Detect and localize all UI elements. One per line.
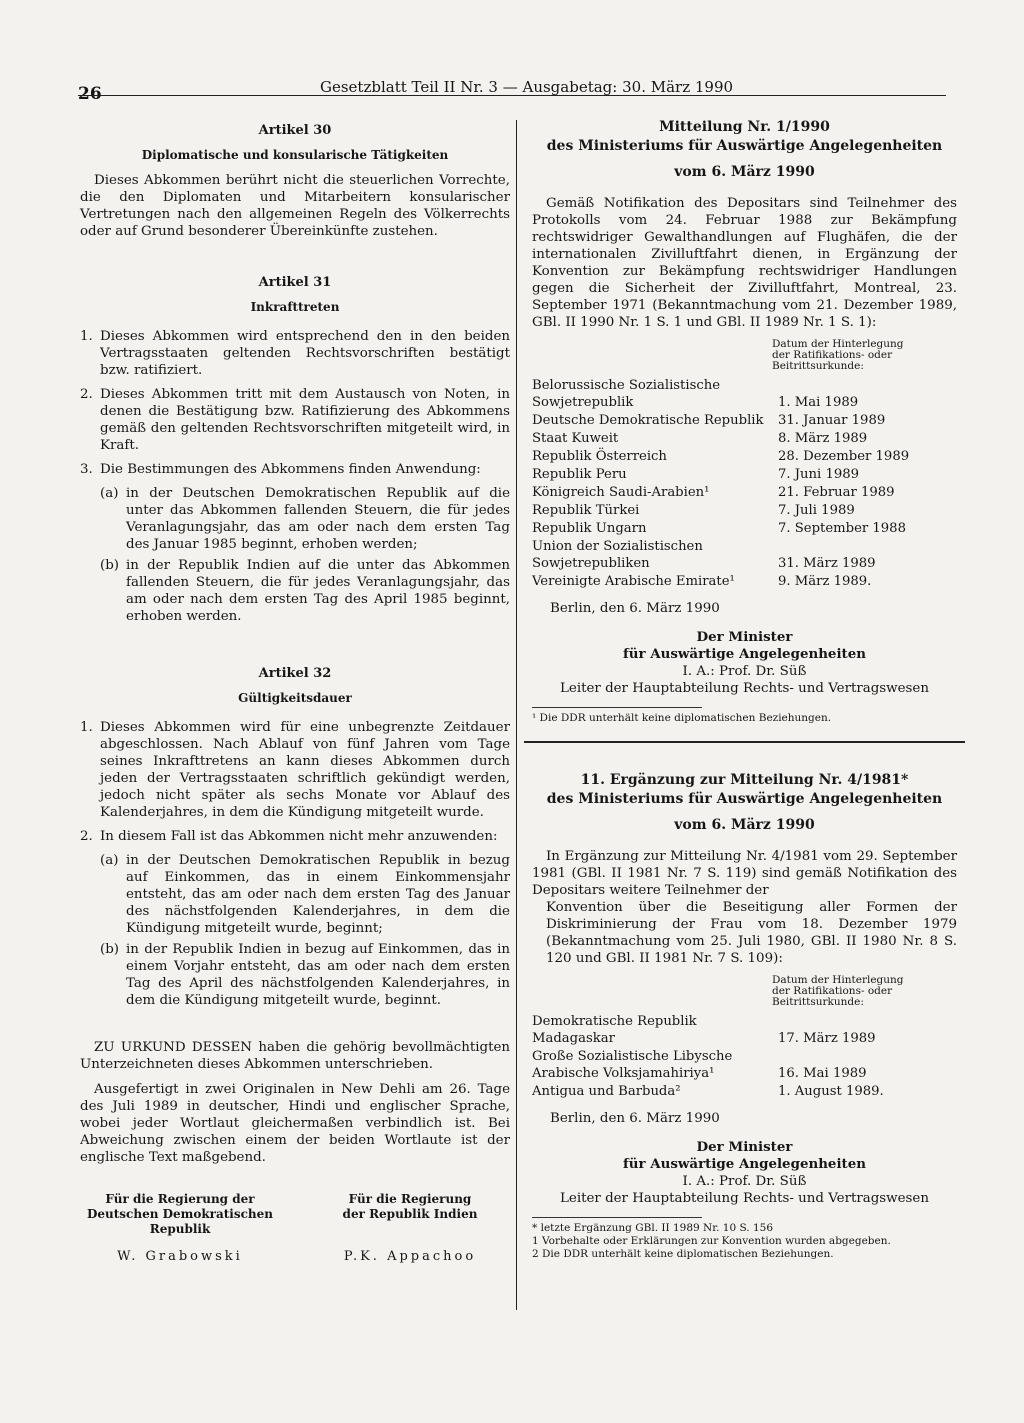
deposit-date: 8. März 1989 — [778, 430, 868, 446]
table-column-header — [772, 339, 957, 372]
article-heading: Artikel 31 — [258, 275, 332, 290]
notice-intro: Gemäß Notifikation des Depositars sind Teilnehmer des Protokolls vom 24. Februar 1988 zur Bekämpfung rechtswidriger Gewalthandlungen auf Flughäfen, die der internationalen Zivilluftfahrt dienen, in Ergänzung der Konvention zur Bekämpfung rechtswidriger Handlungen gegen die Sicherheit der Zivilluftfahrt, Montreal, 23. September 1971 (Bekanntmachung vom 21. Dezember 1989, GBl. II 1990 Nr. 1 S. 1 und GBl. II 1989 Nr. 1 S. 1): — [532, 196, 957, 330]
paragraph — [80, 719, 510, 821]
footnote-rule — [532, 707, 702, 708]
article-title: Diplomatische und konsularische Tätigkeiten — [141, 148, 449, 162]
table-row — [532, 483, 957, 501]
article-title: Inkrafttreten — [250, 300, 340, 314]
done-at-clause: Ausgefertigt in zwei Originalen in New Dehli am 26. Tage des Juli 1989 in deutscher, Hindi und englischer Sprache, wobei jeder Wortlaut gleichermaßen verbindlich ist. Bei Abweichung zwischen einem der beiden Wortlaute ist der englische Text maßgebend. — [80, 1082, 510, 1165]
signatory-line: Deutschen Demokratischen — [86, 1207, 274, 1221]
table-row — [532, 519, 957, 537]
article-text: Dieses Abkommen berührt nicht die steuerlichen Vorrechte, die den Diplomaten und Mitarbeitern konsularischer Vertretungen nach den allgemeinen Regeln des Völkerrechts oder auf Grund besonderer Übereinkünfte zustehen. — [80, 173, 510, 239]
paragraph-number: 1. — [80, 329, 93, 344]
state-name: Union der Sozialistischen Sowjetrepubliken — [532, 538, 703, 571]
state-name: Vereinigte Arabische Emirate¹ — [532, 573, 735, 589]
state-name: Deutsche Demokratische Republik — [532, 412, 764, 428]
column-header-line: der Ratifikations- oder — [772, 985, 893, 997]
minister-line: I. A.: Prof. Dr. Süß — [682, 1174, 807, 1189]
footnote: 2 Die DDR unterhält keine diplomatischen Beziehungen. — [532, 1248, 834, 1260]
mitteilung-1-1990 — [532, 118, 957, 725]
header-rule — [78, 95, 946, 96]
subparagraph-text: in der Deutschen Demokratischen Republik in bezug auf Einkommen, das in einem Einkommensjahr entsteht, das am oder nach dem ersten Tag des Januar des nächstfolgenden Kalenderjahres, in dem die Kündigung mitgeteilt wurde, beginnt; — [126, 853, 510, 936]
table-row — [532, 376, 957, 411]
place-date: Berlin, den 6. März 1990 — [550, 1111, 720, 1126]
table-row — [532, 1047, 957, 1082]
subparagraph-letter: (a) — [100, 853, 119, 868]
page-number: 26 — [78, 84, 102, 104]
left-column — [80, 118, 510, 1264]
deposit-date: 9. März 1989. — [778, 573, 872, 589]
subparagraph — [100, 485, 510, 553]
notice-subtitle: des Ministeriums für Auswärtige Angelegenheiten — [546, 791, 943, 807]
signature-gdr — [80, 1192, 280, 1264]
subparagraph — [100, 941, 510, 1009]
state-name: Republik Peru — [532, 466, 627, 482]
deposit-date: 31. Januar 1989 — [778, 412, 886, 428]
signatory-line: Republik — [149, 1222, 211, 1236]
signatory-line: Für die Regierung der — [105, 1192, 255, 1206]
paragraph-text: Dieses Abkommen wird für eine unbegrenzte Zeitdauer abgeschlossen. Nach Ablauf von fünf Jahren vom Tage seines Inkrafttretens an kann dieses Abkommen durch jeden der Vertragsstaaten schriftlich gekündigt werden, jedoch nicht später als sechs Monate vor Ablauf des Kalenderjahres, in dem die Kündigung mitgeteilt wurde. — [100, 720, 510, 820]
minister-line: Der Minister — [696, 1139, 793, 1155]
notice-intro: In Ergänzung zur Mitteilung Nr. 4/1981 vom 29. September 1981 (GBl. II 1981 Nr. 7 S. 119) sind gemäß Notifikation des Depositars weitere Teilnehmer der — [532, 849, 957, 898]
table-row — [532, 411, 957, 429]
minister-line: Leiter der Hauptabteilung Rechts- und Vertragswesen — [560, 681, 929, 696]
notice-intro-convention: Konvention über die Beseitigung aller Formen der Diskriminierung der Frau vom 18. Dezember 1979 (Bekanntmachung vom 25. Juli 1980, GBl. II 1980 Nr. 8 S. 120 und GBl. II 1981 Nr. 7 S. 109): — [546, 900, 957, 966]
subparagraph-text: in der Deutschen Demokratischen Republik auf die unter das Abkommen fallenden Steuern, die für jedes Veranlagungsjahr, das am oder nach dem ersten Tag des Januar 1985 beginnt, erhoben werden; — [126, 486, 510, 552]
subparagraph-letter: (a) — [100, 486, 119, 501]
minister-line: für Auswärtige Angelegenheiten — [623, 646, 866, 662]
article-31 — [80, 274, 510, 625]
deposit-date: 7. Juli 1989 — [778, 502, 855, 518]
table-row — [532, 1012, 957, 1047]
state-name: Demokratische Republik Madagaskar — [532, 1013, 697, 1046]
state-name: Belorussische Sozialistische Sowjetrepublik — [532, 377, 721, 410]
subparagraph-letter: (b) — [100, 558, 120, 573]
paragraph — [80, 461, 510, 478]
state-name: Republik Ungarn — [532, 520, 647, 536]
subparagraph-letter: (b) — [100, 942, 120, 957]
minister-line: Der Minister — [696, 629, 793, 645]
table-column-header — [772, 975, 957, 1008]
paragraph-number: 3. — [80, 462, 93, 477]
footnote-rule — [532, 1217, 702, 1218]
state-name: Königreich Saudi-Arabien¹ — [532, 484, 710, 500]
column-divider — [516, 120, 517, 1310]
paragraph-text: Dieses Abkommen wird entsprechend den in den beiden Vertragsstaaten geltenden Rechtsvorschriften bestätigt bzw. ratifiziert. — [100, 329, 510, 378]
participants-table — [532, 1012, 957, 1100]
witness-clause: ZU URKUND DESSEN haben die gehörig bevollmächtigten Unterzeichneten dieses Abkommen unterschrieben. — [80, 1040, 510, 1072]
paragraph-text: Dieses Abkommen tritt mit dem Austausch von Noten, in denen die Bestätigung bzw. Ratifizierung des Abkommens gemäß den geltenden Rechtsvorschriften mitgeteilt wird, in Kraft. — [100, 387, 510, 453]
paragraph-number: 2. — [80, 829, 93, 844]
column-header-line: Datum der Hinterlegung — [772, 338, 904, 350]
deposit-date: 17. März 1989 — [778, 1030, 876, 1046]
state-name: Republik Türkei — [532, 502, 640, 518]
column-header-line: Beitrittsurkunde: — [772, 360, 864, 372]
signature-india — [310, 1192, 510, 1264]
table-row — [532, 447, 957, 465]
footnote: 1 Vorbehalte oder Erklärungen zur Konvention wurden abgegeben. — [532, 1235, 891, 1247]
deposit-date: 16. Mai 1989 — [778, 1065, 867, 1081]
minister-signature — [532, 1139, 957, 1207]
notice-date: vom 6. März 1990 — [674, 164, 815, 180]
right-column — [532, 118, 957, 1261]
signatory-name: P.K. Appachoo — [343, 1249, 477, 1264]
place-date: Berlin, den 6. März 1990 — [550, 601, 720, 616]
table-row — [532, 537, 957, 572]
column-header-line: der Ratifikations- oder — [772, 349, 893, 361]
subparagraph — [100, 557, 510, 625]
notice-subtitle: des Ministeriums für Auswärtige Angelegenheiten — [546, 138, 943, 154]
footnote: ¹ Die DDR unterhält keine diplomatischen Beziehungen. — [532, 712, 832, 724]
footnote: * letzte Ergänzung GBl. II 1989 Nr. 10 S. 156 — [532, 1222, 774, 1234]
paragraph-text: Die Bestimmungen des Abkommens finden Anwendung: — [100, 462, 481, 477]
state-name: Staat Kuweit — [532, 430, 619, 446]
table-row — [532, 429, 957, 447]
notice-date: vom 6. März 1990 — [674, 817, 815, 833]
minister-line: für Auswärtige Angelegenheiten — [623, 1156, 866, 1172]
minister-signature — [532, 629, 957, 697]
column-header-line: Beitrittsurkunde: — [772, 996, 864, 1008]
table-row — [532, 465, 957, 483]
subparagraph-text: in der Republik Indien auf die unter das Abkommen fallenden Steuern, die für jedes Veranlagungsjahr, das am oder nach dem ersten Tag des April 1985 beginnt, erhoben werden. — [126, 558, 510, 624]
minister-line: Leiter der Hauptabteilung Rechts- und Vertragswesen — [560, 1191, 929, 1206]
column-header-line: Datum der Hinterlegung — [772, 974, 904, 986]
state-name: Republik Österreich — [532, 448, 667, 464]
paragraph — [80, 386, 510, 454]
participants-table — [532, 376, 957, 590]
running-header: Gesetzblatt Teil II Nr. 3 — Ausgabetag: 30. März 1990 — [320, 78, 734, 96]
notice-title: Mitteilung Nr. 1/1990 — [659, 119, 830, 135]
state-name: Große Sozialistische Libysche Arabische Volksjamahiriya¹ — [532, 1048, 733, 1081]
deposit-date: 31. März 1989 — [778, 555, 876, 571]
paragraph-number: 2. — [80, 387, 93, 402]
signatory-name: W. Grabowski — [117, 1249, 243, 1264]
table-row — [532, 572, 957, 590]
article-30 — [80, 122, 510, 240]
deposit-date: 28. Dezember 1989 — [778, 448, 910, 464]
minister-line: I. A.: Prof. Dr. Süß — [682, 664, 807, 679]
article-32 — [80, 665, 510, 1009]
paragraph-text: In diesem Fall ist das Abkommen nicht mehr anzuwenden: — [100, 829, 498, 844]
ergaenzung-4-1981 — [532, 771, 957, 1261]
paragraph — [80, 828, 510, 845]
article-heading: Artikel 32 — [258, 666, 332, 681]
signatory-line: Für die Regierung — [348, 1192, 472, 1206]
table-row — [532, 1082, 957, 1100]
subparagraph — [100, 852, 510, 937]
state-name: Antigua und Barbuda² — [532, 1083, 681, 1099]
notice-title: 11. Ergänzung zur Mitteilung Nr. 4/1981* — [580, 772, 909, 788]
article-title: Gültigkeitsdauer — [238, 691, 352, 705]
paragraph-number: 1. — [80, 720, 93, 735]
paragraph — [80, 328, 510, 379]
subparagraph-text: in der Republik Indien in bezug auf Einkommen, das in einem Vorjahr entsteht, das am oder nach dem ersten Tag des April des nächstfolgenden Kalenderjahres, in dem die Kündigung mitgeteilt wurde, beginnt. — [126, 942, 510, 1008]
article-heading: Artikel 30 — [258, 123, 332, 138]
deposit-date: 7. Juni 1989 — [778, 466, 860, 482]
table-row — [532, 501, 957, 519]
signature-block — [80, 1192, 510, 1264]
deposit-date: 1. August 1989. — [778, 1083, 884, 1099]
deposit-date: 7. September 1988 — [778, 520, 906, 536]
deposit-date: 1. Mai 1989 — [778, 394, 859, 410]
deposit-date: 21. Februar 1989 — [778, 484, 895, 500]
signatory-line: der Republik Indien — [342, 1207, 478, 1221]
